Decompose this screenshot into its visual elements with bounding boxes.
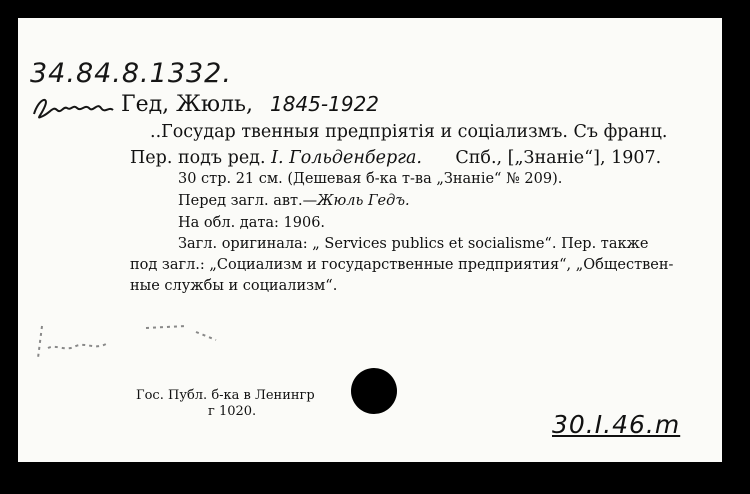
author-name: Гед, Жюль, <box>121 92 253 117</box>
library-stamp-line-2: г 1020. <box>208 404 257 419</box>
editor-imprint-line <box>130 148 661 168</box>
library-stamp-line-1: Гос. Публ. б-ка в Ленингр <box>136 388 315 403</box>
alternate-titles-line-2: ные службы и социализм“. <box>130 278 338 294</box>
shelf-mark: 30.I.46.m <box>552 410 681 439</box>
title-page-prefix: Перед загл. авт.— <box>178 193 318 209</box>
card-punch-hole <box>351 368 397 414</box>
catalog-card <box>18 18 722 462</box>
editor-name: I. Гольденберга. <box>271 148 422 168</box>
title-line: ..Государ твенныя предпріятія и соціализмъ. Съ франц. <box>150 122 668 142</box>
imprint: Спб., [„Знаніе“], 1907. <box>455 148 662 168</box>
author-dates: 1845-1922 <box>270 92 380 116</box>
erased-annotation <box>36 318 236 368</box>
handwritten-author-mark <box>31 92 116 124</box>
title-page-author: Жюль Гедъ. <box>317 193 410 209</box>
title-page-note <box>178 193 410 209</box>
cover-date-note: На обл. дата: 1906. <box>178 215 326 231</box>
alternate-titles-line-1: под загл.: „Социализм и государственные предприятия“, „Обществен- <box>130 257 674 273</box>
physical-description: 30 стр. 21 см. (Дешевая б-ка т-ва „Знаніе“ № 209). <box>178 171 563 187</box>
original-title-note: Загл. оригинала: „ Services publics et socialisme“. Пер. также <box>178 236 649 252</box>
editor-prefix: Пер. подъ ред. <box>130 148 266 168</box>
call-number: 34.84.8.1332. <box>30 58 232 89</box>
